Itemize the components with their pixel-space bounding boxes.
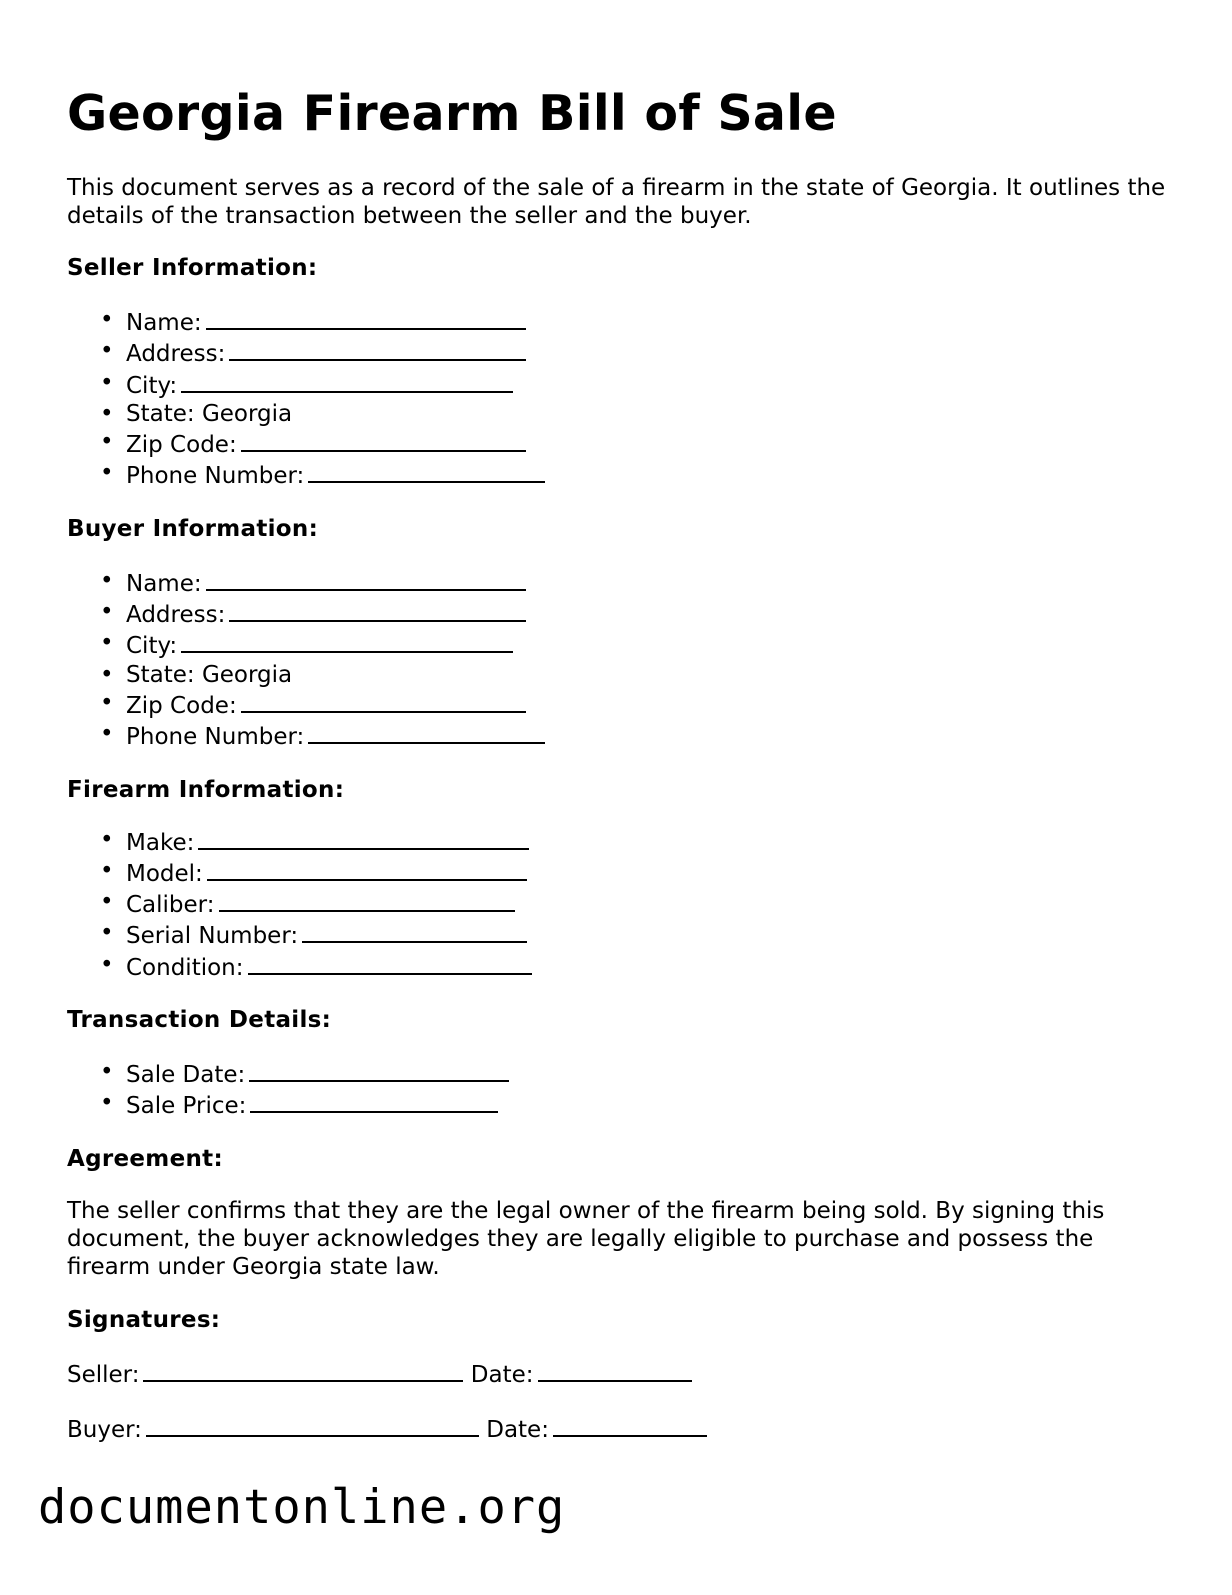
firearm-serial-field[interactable] — [302, 919, 527, 943]
seller-date-field[interactable] — [538, 1358, 692, 1382]
seller-name-item — [126, 306, 1177, 337]
seller-name-label: Name: — [126, 310, 202, 336]
firearm-serial-label: Serial Number: — [126, 923, 299, 950]
buyer-city-item — [126, 629, 1177, 660]
buyer-phone-item — [126, 720, 1177, 751]
seller-city-field[interactable] — [181, 369, 513, 393]
firearm-model-item — [126, 857, 1177, 888]
document-title: Georgia Firearm Bill of Sale — [67, 85, 837, 142]
buyer-name-item — [126, 567, 1177, 598]
seller-zip-field[interactable] — [241, 428, 526, 452]
seller-address-item — [126, 337, 1177, 368]
seller-phone-item — [126, 459, 1177, 490]
firearm-caliber-label: Caliber: — [126, 892, 215, 919]
buyer-signature-field[interactable] — [146, 1413, 479, 1437]
buyer-state-item — [126, 661, 1177, 689]
buyer-heading: Buyer Information: — [67, 515, 319, 542]
firearm-make-item — [126, 826, 1177, 857]
firearm-list — [67, 826, 1177, 982]
seller-signature-label: Seller: — [67, 1361, 140, 1388]
agreement-paragraph: The seller confirms that they are the legal owner of the firearm being sold. By signing this document, the buyer acknowledges they are legally eligible to purchase and possess the firearm under Georgia state law. — [67, 1197, 1105, 1281]
seller-signature-field[interactable] — [143, 1358, 463, 1382]
sale-price-item — [126, 1089, 1177, 1120]
watermark-text: documentonline.org — [38, 1480, 566, 1535]
firearm-condition-label: Condition: — [126, 954, 244, 981]
firearm-model-field[interactable] — [207, 857, 527, 881]
buyer-date-field[interactable] — [553, 1413, 707, 1437]
intro-paragraph: This document serves as a record of the sale of a firearm in the state of Georgia. It outlines the details of the transaction between the seller and the buyer. — [67, 175, 1166, 229]
buyer-address-item — [126, 598, 1177, 629]
buyer-zip-item — [126, 689, 1177, 720]
seller-zip-label: Zip Code: — [126, 432, 237, 459]
buyer-phone-label: Phone Number: — [126, 724, 305, 751]
firearm-heading: Firearm Information: — [67, 776, 345, 803]
seller-state-text: State: Georgia — [126, 400, 293, 427]
buyer-name-field[interactable] — [206, 567, 526, 591]
agreement-heading: Agreement: — [67, 1145, 223, 1172]
firearm-condition-item — [126, 951, 1177, 982]
seller-state-item — [126, 400, 1177, 428]
firearm-caliber-item — [126, 888, 1177, 919]
seller-address-field[interactable] — [229, 337, 526, 361]
seller-city-label: City: — [126, 372, 178, 399]
seller-address-label: Address: — [126, 341, 226, 368]
buyer-address-field[interactable] — [229, 598, 526, 622]
firearm-caliber-field[interactable] — [219, 888, 515, 912]
buyer-city-label: City: — [126, 633, 178, 660]
seller-list — [67, 306, 1177, 491]
sale-price-label: Sale Price: — [126, 1093, 247, 1120]
seller-heading: Seller Information: — [67, 255, 318, 281]
buyer-date-label: Date: — [486, 1416, 549, 1443]
firearm-condition-field[interactable] — [248, 951, 532, 975]
seller-signature-line — [67, 1358, 1177, 1389]
firearm-make-label: Make: — [126, 829, 195, 856]
buyer-signature-label: Buyer: — [67, 1416, 142, 1443]
buyer-city-field[interactable] — [181, 629, 513, 653]
buyer-address-label: Address: — [126, 602, 226, 629]
buyer-list — [67, 567, 1177, 752]
buyer-state-text: State: Georgia — [126, 661, 293, 688]
sale-date-label: Sale Date: — [126, 1062, 246, 1089]
seller-phone-field[interactable] — [308, 459, 545, 483]
seller-date-label: Date: — [470, 1361, 534, 1388]
signatures-heading: Signatures: — [67, 1306, 221, 1333]
seller-name-field[interactable] — [206, 306, 526, 330]
document-page — [67, 82, 1177, 1444]
transaction-list — [67, 1058, 1177, 1121]
firearm-serial-item — [126, 919, 1177, 950]
seller-city-item — [126, 369, 1177, 400]
buyer-name-label: Name: — [126, 570, 202, 597]
buyer-zip-field[interactable] — [241, 689, 526, 713]
buyer-phone-field[interactable] — [308, 720, 545, 744]
seller-zip-item — [126, 428, 1177, 459]
seller-phone-label: Phone Number: — [126, 463, 305, 490]
firearm-make-field[interactable] — [198, 826, 529, 850]
sale-price-field[interactable] — [250, 1089, 498, 1113]
buyer-zip-label: Zip Code: — [126, 692, 237, 719]
firearm-model-label: Model: — [126, 860, 203, 887]
sale-date-item — [126, 1058, 1177, 1089]
sale-date-field[interactable] — [249, 1058, 509, 1082]
transaction-heading: Transaction Details: — [67, 1007, 332, 1034]
buyer-signature-line — [67, 1413, 1177, 1444]
